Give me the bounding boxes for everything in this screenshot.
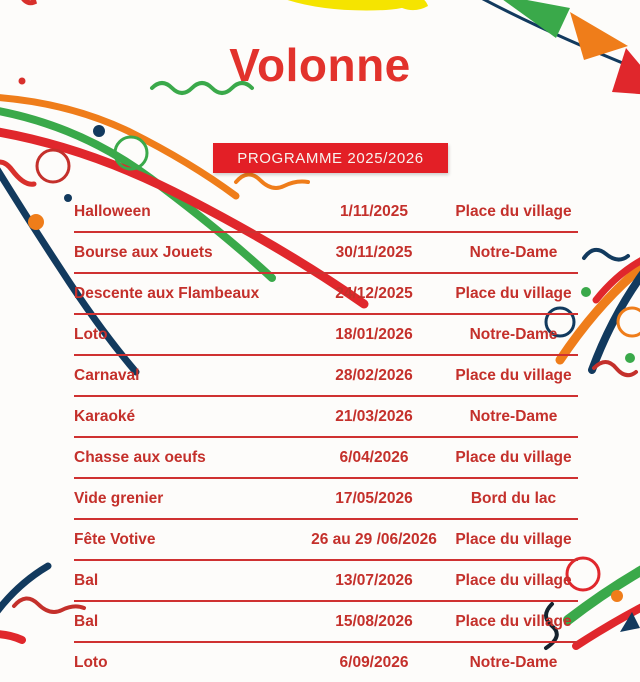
event-date: 6/09/2026 xyxy=(339,653,409,671)
event-name: Descente aux Flambeaux xyxy=(74,284,260,302)
event-date: 1/11/2025 xyxy=(339,202,409,220)
event-date: 21/03/2026 xyxy=(335,407,413,425)
yellow-brush-stroke-icon xyxy=(252,0,430,10)
table-row xyxy=(74,274,578,315)
red-arc-right-icon xyxy=(596,256,640,300)
table-row xyxy=(74,192,578,233)
event-place: Place du village xyxy=(455,571,572,589)
event-place: Notre-Dame xyxy=(469,243,558,261)
event-place: Place du village xyxy=(455,202,572,220)
navy-arc-right-icon xyxy=(592,272,640,370)
event-name: Halloween xyxy=(74,202,151,220)
table-row xyxy=(74,561,578,602)
event-name: Bal xyxy=(74,571,99,589)
table-row xyxy=(74,643,578,682)
event-place: Place du village xyxy=(455,530,572,548)
event-date: 24/12/2025 xyxy=(335,284,413,302)
red-arc-bottomleft-icon xyxy=(0,634,22,640)
event-name: Loto xyxy=(74,653,108,671)
navy-squiggle-right-icon xyxy=(584,250,628,260)
schedule-table xyxy=(74,192,578,682)
orange-arc-left-icon xyxy=(0,96,236,196)
event-date: 30/11/2025 xyxy=(335,243,413,261)
orange-circle-outline-icon xyxy=(618,308,640,336)
red-squiggle-top-icon xyxy=(18,0,34,3)
table-row xyxy=(74,356,578,397)
navy-triangle-bottomright-icon xyxy=(620,612,640,632)
event-place: Notre-Dame xyxy=(469,325,558,343)
event-place: Place du village xyxy=(455,284,572,302)
event-date: 13/07/2026 xyxy=(335,571,413,589)
red-circle-outline-icon xyxy=(37,150,69,182)
red-arc-bottomright-icon xyxy=(576,594,640,646)
event-name: Loto xyxy=(74,325,108,343)
table-row xyxy=(74,479,578,520)
yellow-brush-stroke-tail-icon xyxy=(392,0,428,10)
event-place: Notre-Dame xyxy=(469,407,558,425)
table-row xyxy=(74,315,578,356)
green-dot-right-lower-icon xyxy=(625,353,635,363)
programme-badge xyxy=(213,143,448,173)
event-date: 15/08/2026 xyxy=(335,612,413,630)
orange-squiggle-icon xyxy=(236,174,308,188)
event-date: 6/04/2026 xyxy=(339,448,409,466)
event-name: Karaoké xyxy=(74,407,136,425)
table-row xyxy=(74,520,578,561)
table-row xyxy=(74,233,578,274)
event-date: 26 au 29 /06/2026 xyxy=(311,530,437,548)
event-name: Carnaval xyxy=(74,366,140,384)
page-title: Volonne xyxy=(229,39,411,91)
green-circle-outline-icon xyxy=(115,137,147,169)
event-place: Place du village xyxy=(455,366,572,384)
event-name: Bal xyxy=(74,612,99,630)
event-place: Place du village xyxy=(455,448,572,466)
orange-dot-left-icon xyxy=(28,214,44,230)
red-squiggle-left-icon xyxy=(0,162,34,184)
event-name: Bourse aux Jouets xyxy=(74,243,213,261)
red-squiggle-right-icon xyxy=(594,362,636,375)
navy-dot-left-icon xyxy=(93,125,105,137)
orange-dot-bottomright-icon xyxy=(611,590,623,602)
event-date: 18/01/2026 xyxy=(335,325,413,343)
event-name: Chasse aux oeufs xyxy=(74,448,206,466)
navy-arc-bottomleft-icon xyxy=(0,566,48,680)
green-dot-right-icon xyxy=(581,287,591,297)
event-place: Notre-Dame xyxy=(469,653,558,671)
event-place: Bord du lac xyxy=(470,489,557,507)
navy-dot-left-lower-icon xyxy=(64,194,72,202)
table-row xyxy=(74,602,578,643)
programme-badge-label: PROGRAMME 2025/2026 xyxy=(237,149,424,167)
event-place: Place du village xyxy=(455,612,572,630)
green-arc-bottomright-icon xyxy=(568,560,640,620)
table-row xyxy=(74,438,578,479)
table-row xyxy=(74,397,578,438)
event-name: Fête Votive xyxy=(74,530,156,548)
green-triangle-icon xyxy=(495,0,570,38)
event-name: Vide grenier xyxy=(74,489,164,507)
event-date: 17/05/2026 xyxy=(335,489,413,507)
event-date: 28/02/2026 xyxy=(335,366,413,384)
